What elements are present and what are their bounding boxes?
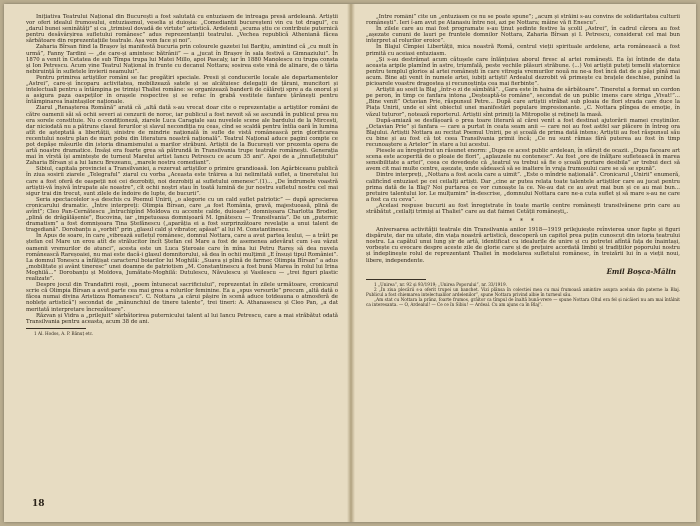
- paragraph: Inițiativa Teatrului Național din București a fost salutată cu entuziasm de întreaga presă ardeleană. Artiștii vor oferi idealul frumosului, entuziasmul, veselia și duioșia: „Comedianții bucureșteni vin cu tot dragul”, cu „darul bunei seninătăți” și ca „trimisul dovadă de virtute” artistică. Ardelenii „scuma știu ce contribuie puternică pentru desăvârșirea sufletului românesc” adus reprezentanții teatrului. „Vechea republică Atheniană făcea sărbătoare din reprezentațiile teatrale. Așa vom face și noi”.: [26, 14, 338, 45]
- footnote: 1 Al. Hodos, A. P. Bănuț etc.: [34, 330, 94, 336]
- paragraph: Artiștii au sosit la Blaj „într-o zi de sâmbătă”. „Gara este în haina de sărbătoare”. Tineretul a format un cordon pe peron, în timp ce fanfara intona „Deșteaptă-te române”, secondat de un public imens care striga „Vivat!”... „Bine venit” Octavian Prie, răspunsul Petre... După care artiștii străbat sub ploaia de flori strada care duce la Piața Unirii, unde ei sînt obiectul unei manifestări populare impresionante. „C. Nottara plîngea de emoție, în văzul tuturor”, notează reporterul. Artiștii sînt primiți la Mitropolie și rețineți la masă.: [366, 87, 680, 118]
- footnote: „Am stat cu Nottara la prânz, foarte frumos, grăitor ca tîmpul de înaltă bună-vrere — spune Nottara Oltul era fel și nicăieri nu am mai întâlnit ca interesanta. — O, Ardealul! — Ce ce în Sibiu! — Ardeal. Cu am ajuns ca în Blaj”.: [366, 296, 680, 307]
- paragraph: În Blajul Cîmpiei Libertății, mica noastră Romă, centrul vieții spirituale ardelene, arta românească a fost primită cu aceiasi entuziasm.: [366, 44, 680, 57]
- paragraph: În Apus de soare, în care „vibrează sufletul românesc, domnul Nottara, care a avut partea leului, — a trăit pe ștefan cel Mare un erou atît de strălucitor încît Ștefan cel Mare a fost de asemenea adevărat cum i-au văzut oamenii vremurilor de atunci”, acesta este un Luca Șteroaie care în mîna lui Petru Rareș să dea nuvela românească Rareșoaiei, nu mai este dacă-i glasul domnitorului, să dea în ochii mulțimii „E însuși tipul României”. La domnul Tonescu a înfățișat caracterul boiarilor lui Moghilă: „Suava și plină de farmec Olimpia Bîrsan” a adus „mobilitate și avânt tineresc” unei doamne de patriotism „M. Constantinescu a fost bună Marea în rolul lui Irina Moghilă...” Dorobanțu și Moldova, Jumătate-Moghilă: Dutulescu, Năvulescu și Vasilescu — „trei figuri plastic realizate”.: [26, 233, 338, 283]
- paragraph: „Acelasi respuse bucurii au fost înregistrate în toate marile centre românești transilvănene prin care au străbătut „ceilalți trimiși ai Thaliei” care au dat faimei Cetății românești„.: [366, 202, 680, 215]
- author-signature: Emil Boșca-Mălin: [606, 266, 676, 276]
- paragraph: Despre jocul din Trandafirii roșii, „poem întunecat sacrificiului”, reprezentat în zilele următoare, cronicarul scrie că Olimpia Bîrsan a avut parte cea mai grea a rolurilor feminine. Ea a „spus versurile” precum „altă dată o făcea numai divina Aristizza Romanescu”. C. Nottara „a cărui pășire în scenă aduce totdeauna o atmosferă de noblețe artistică”) secondat de „mănunchiul de tinere talente”, trei tineri: A. Athanasescu și Cleo Pan, „a dat meritată interpretare încrezătoare”.: [26, 282, 338, 313]
- paragraph: În zilele care au mai fost programate s-au ținut ședinte festive la școlil „Astrei”, în cadrul cărora au fost „așezate cununi de lauri pe fruntele domnilor Nottara, Zaharia Bîrsan și I. Petrescu, considerat cel mai bun interpret al rolurilor eroice”.: [366, 26, 680, 45]
- paragraph: Zaharia Bîrsan fiind la Brașov își manifestă bucuria prin colourele gazetei lui Barițiu, amintind că „cu mult în urmă”, Fanny Tardini — „de care-și amintesc bătrânii” — a „jucat în Brașov în sala festivă a Gimnaziului”. În 1870 a venit în Cetatea de sub Tîmpa trupa lui Matei Millo, apoi Pascaly, iar în 1880 Manolescu cu trupa consta și Ion Petrescu. Acum vine Teatrul Național în frunte cu decanul Nottara; sosirea este vină de alinare, de o tăria nebiruință în sufletele învierii neamului”.: [26, 44, 338, 75]
- left-page: [26, 14, 338, 514]
- paragraph: Dintre interpreți, „Nottara a fost acela care a uimit”. „Este o mîndrie națională”. Cronicarul „Unirii” enumeră, calificînd entuziast pe cei ceilalți artiști. Dar „cine ar putea relata toate talentele artiștilor care au jucat pentru prima dată de la Blaj? Noi purtarea ce vor cunoaște la ce. Ne-au dat ce au avut mai bun și ce au mai bun... pretuire talentului lor. Le mulțumim” în-descrise, „domnului Nottara care ne-a cuta suflet și să mare s-au ne care a fost ca cu ceva”.: [366, 172, 680, 203]
- footnote: 2 „În ziua plecării s-a oferit trupei un banchet. Vizi plânsa în colectiei mea cu mai frumoasă amintire asupra aceluia din paterne la Blaj. Publicul a fost chiemarea intelectualilor ardelenilor”, spune Nottara privind albie în turneul său.: [366, 286, 680, 297]
- right-page: [366, 14, 680, 514]
- right-footnotes: [366, 282, 680, 307]
- footnote-rule: [26, 328, 86, 329]
- footnote-rule: [366, 279, 426, 280]
- page-number: 18: [32, 499, 45, 509]
- paragraph: „Intre români” cite un „entuziasm ce nu se poate spune”; „acum și străini s-au convins de solidaritatea culturii românești”. Ieri î-am avut pe Atanasiu între noi, azi pe Nottara; mâine vă fi Enescu”.: [366, 14, 680, 27]
- paragraph: Pentru primirea artiștilor români se fac pregătiri speciale. Presii și conducerile locale ale departamentelor „Astrei”, care-și încoparu activitatea, mobilizează satele și se alcătuiesc delegații de țărani, muncitori și intelectuali pentru a întâmpina pe trimiși Thaliei române: se organizează banderii de călăreți spre a da onorul și a asigura paza oaspeților în orașele respective și se refac în grabă vestitele fanfare țărănești pentru întâmpinarea înaintașilor naționale.: [26, 74, 338, 106]
- paragraph: Ziarul „Renașterea Română” arată că „altă dată s-au vrecat doar cite o reprezentație a artiștilor români de către oamenii săi să ochii severi ai cenzurii de noroc, iar publicul a fost nevoit să se ascundă în publicul prea nu era sorele constituie. Nu o condiționeză, ziarele Luca Caragiale sau nuvelele scene ale bardului de la Mircesti, dar niciodată nu a pătruns clasul ferurilor și slavul necondiția nu ceas, cînd se scaldă pentru întîia oară în lumina atît de așteptată a libertății, sinistre de mindrie națională în sufle de vistă românească prin glorificarea recentului nostru plan de mari pobu din literatura noastră națională”. Teatrul Național aduce pagini compte ce pot depășe măsurile din istoria dinamismului a marilor străbuni. Artiștii de la București vor prezenta opera de artă noastre dramatice. Însăși era foarte grea să pătrundă în Transilvania trupe teatrale românești. Generația mai în vîrstă își amintește de turneul Marelui artist Iancu Petrescu ce acum 35 ani”. Apoi de a „înnuflețitului” Zaharia Bîrsan și a lui Iancu Brezeanu, „marele nostru comediant”.: [26, 105, 338, 167]
- closing-section: [366, 227, 680, 264]
- paragraph: Seria spectacolelor s-a deschis cu Poemul Unirii, „o alegorie cu un cald suflet patriotic” — după aprecierea cronicarului dramatic. „Între interpreți: Olimpia Bîrsan, care „a fost România, gravă, majestuoasă, plină de avînt”; Cleo Pan-Cernătescu „întruchipînd Moldova cu accente calde, duioase”; domnișoara Charlotta Brodier, „plină de drăgălășenie”, Bucovina, iar „impetuoasa domnișoară M. Ignătescu — Transilvania”. De un „puternic dramatism” a fost domnișoara Tina Ștefănescu („aparăția ei a fost surprinzătoare revelație a unui talent de tragediană”. Dorobanțu a „vorbit” prin „glasul cald și vibrator, apăsat” al lui M. Constantinescu.: [26, 196, 338, 234]
- left-page-text: [26, 14, 338, 325]
- paragraph: „Și s-au destrămat acum cătușele care înlănțuiau aborul firesc al artei românești. Ea își întinde de data aceasta aripile plamînd în astre, triumfală, peste vechile plăsuri străbune. (...) Voi artiștii puteți temelii statornice pentru templul glorios al artei românești în care vitregia vremurilor nouă nu ne-a fost încă dat de a păși pînă mai acum. Bine ați venit în numele artei, iubiți artiști! Ardealul dezrobit vă primește cu brațele deschise, punînd la picioarele voastre dragostea și recunoștința cea mai fierbinte”.: [366, 56, 680, 88]
- paragraph: După-amiază se desfășoară o prea toare literară al cărei venit a fost destinat ajutorării mamei creștinilor. „Octavian Prie” și fanfara — care a purtat în ceata seam anii — care noi au fost astfel sar plăcere în întreg ora Blajului. Artiștii Nottara au recitat Poemul Unirii, pe și școală de prima dată intens; Artiștii au fost răspunsul său cu bine și au fost că tot ceea Transilvania primii încă; „Ce nu sunt rămas fără puterea au fost în timp recunoaștere a Artelor” în stare a lui acestui.: [366, 117, 680, 148]
- paragraph: Răzvan și Vidra a „prilejuit” sărbătorirea puternicului talent al lui Iancu Petrescu, care a mai străbătut odată Transilvania pentru aceasta, acum 38 de ani.: [26, 312, 338, 325]
- paragraph: Sibiul, capitala provinciei a Transilvaniei, a rezervat artiștilor o primire grandioasă. Ion Agârbiceanu publică în ziua sosirii ziarele „Telegraful” ziarul cu vorba „Aceasta este trăirea a lui nelimitată suflet, a tineretului lui care a fost oferă de oaspeții noi cei dezrobiți, noi dezrobiți ai sufletului omenesc”.(1)... „De îndrumele voastră artiștii-vă înșivă întrupate ale noastre”, cît ochii noștri stau în toată lumină de jur nostru sufletul nostru cel mai sigur trai din trecut, sunt zilele de îndoire de lupte, de bucurii”.: [26, 166, 338, 197]
- right-page-text: [366, 14, 680, 215]
- left-footnotes: [26, 331, 338, 336]
- footnote: 1 „Unirea”, nr. 92 și 93/1919; „Unirea Poporului”, nr. 33/1919.: [374, 281, 507, 287]
- section-divider: * * *: [509, 218, 537, 226]
- paragraph: Piesele au înregistrat un răsunet enorm: „Dupa ce acest public ardelean, în sfârșit de ocazii. „Dupa faceare art scena este acoperită de o ploaie de flori”, „aplauzele nu contenesc”. Au fost „ore de înălțare sufletească în marea sensibilitate a artei”, ceea ce dovedește că „teatrul va trebui să fie o școală purtare desibila” ar trebui deci să avem cit mai multe centre, așezate, unde sădească să se inaltere în vraja frumosului care se să se spună”.: [366, 148, 680, 173]
- book-spread: [4, 4, 696, 522]
- closing-paragraph: Aniversarea activității teatrale din Transilvania anilor 1918—1919 prilejuiește reînvierea unor fapte și figuri dispărute, dar nu uitate, din viața noastră artistică, descoperă un capitol prea puțin cunoscut din istoria teatrului nostru. La capătul unui lung șir de artă, identificat cu idealurile de unire și cu potretei afîntă fața de înaintași, vorbește cu evocare despre aceste zile de glorie care și de prețuire acordată limbii și tradițiilor poporului nostru și îndeplinește rolul de reprezentant Thaliei în modelarea sufletului românesc, în treizării lui în a vieții noui, libere, independente.: [366, 227, 680, 264]
- book-gutter: [347, 4, 355, 522]
